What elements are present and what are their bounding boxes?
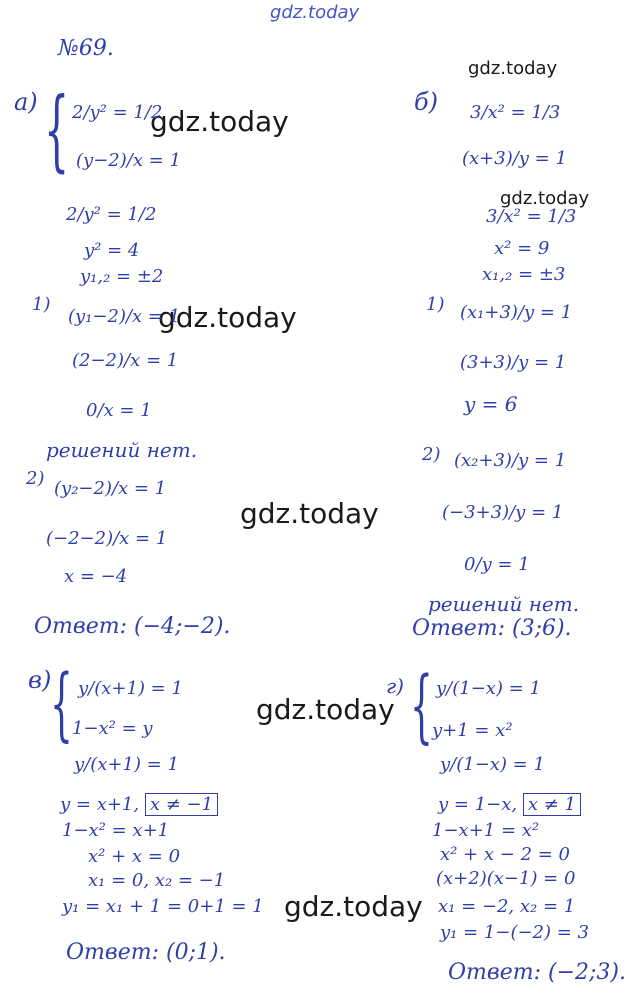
part-g-eq2: y+1 = x² — [432, 720, 513, 741]
part-a-step: y₁,₂ = ±2 — [80, 266, 164, 287]
problem-number: №69. — [58, 36, 114, 61]
part-g-eq1: y/(1−x) = 1 — [436, 678, 541, 699]
domain-restriction-box: x ≠ 1 — [523, 793, 581, 816]
part-b-step: x² = 9 — [494, 238, 550, 259]
part-g-step: 1−x+1 = x² — [432, 820, 540, 841]
case-label: 2) — [26, 468, 45, 489]
part-a-label: a) — [14, 88, 38, 116]
system-brace: { — [410, 659, 433, 752]
part-b-step: 3/x² = 1/3 — [486, 206, 577, 227]
part-g-answer: Ответ: (−2;3). — [448, 960, 626, 985]
part-v-step: y/(x+1) = 1 — [74, 754, 179, 775]
part-v-step: y₁ = x₁ + 1 = 0+1 = 1 — [62, 896, 264, 917]
part-a-case1: 0/x = 1 — [86, 400, 152, 421]
part-v-eq1: y/(x+1) = 1 — [78, 678, 183, 699]
part-a-eq2: (y−2)/x = 1 — [76, 150, 181, 171]
domain-restriction-box: x ≠ −1 — [145, 793, 218, 816]
watermark: gdz.today — [158, 301, 297, 334]
case-label: 1) — [426, 294, 445, 315]
part-a-case2: (−2−2)/x = 1 — [46, 528, 168, 549]
part-a-step: y² = 4 — [84, 240, 140, 261]
watermark-top: gdz.today — [270, 2, 360, 23]
part-a-case2: (y₂−2)/x = 1 — [54, 478, 167, 499]
part-a-case2: x = −4 — [64, 566, 128, 587]
watermark: gdz.today — [284, 890, 423, 923]
part-b-eq1: 3/x² = 1/3 — [470, 102, 561, 123]
part-v-step: 1−x² = x+1 — [62, 820, 170, 841]
watermark: gdz.today — [500, 188, 590, 209]
part-g-step: y₁ = 1−(−2) = 3 — [440, 922, 590, 943]
system-brace: { — [50, 657, 73, 750]
part-g-step-text: y = 1−x, — [438, 794, 518, 815]
part-b-case2: 0/y = 1 — [464, 554, 530, 575]
part-g-step: x² + x − 2 = 0 — [440, 844, 570, 865]
part-v-label: в) — [28, 666, 52, 694]
part-g-step: (x+2)(x−1) = 0 — [436, 868, 576, 889]
watermark: gdz.today — [468, 58, 558, 79]
part-a-case1: (2−2)/x = 1 — [72, 350, 179, 371]
no-solution-note: решений нет. — [428, 592, 580, 616]
part-b-label: б) — [414, 88, 439, 116]
part-b-step: x₁,₂ = ±3 — [482, 264, 566, 285]
part-b-case1: (3+3)/y = 1 — [460, 352, 567, 373]
part-g-step: y/(1−x) = 1 — [440, 754, 545, 775]
part-g-step — [438, 796, 581, 814]
part-b-case2: (x₂+3)/y = 1 — [454, 450, 567, 471]
watermark: gdz.today — [240, 497, 379, 530]
part-g-label: г) — [386, 674, 404, 698]
watermark: gdz.today — [150, 105, 289, 138]
part-v-step — [60, 796, 218, 814]
part-v-eq2: 1−x² = y — [72, 718, 153, 739]
part-a-eq1: 2/y² = 1/2 — [72, 102, 163, 123]
case-label: 2) — [422, 444, 441, 465]
part-a-case1: (y₁−2)/x = 1 — [68, 306, 181, 327]
case-label: 1) — [32, 294, 51, 315]
watermark: gdz.today — [256, 693, 395, 726]
system-brace: { — [44, 78, 70, 181]
part-a-step: 2/y² = 1/2 — [66, 204, 157, 225]
part-b-case1: y = 6 — [464, 392, 518, 416]
part-b-answer: Ответ: (3;6). — [412, 616, 572, 641]
part-b-case1: (x₁+3)/y = 1 — [460, 302, 573, 323]
part-a-answer: Ответ: (−4;−2). — [34, 614, 231, 639]
part-v-step: x² + x = 0 — [88, 846, 181, 867]
part-g-step: x₁ = −2, x₂ = 1 — [438, 896, 576, 917]
part-v-step: x₁ = 0, x₂ = −1 — [88, 870, 226, 891]
part-b-eq2: (x+3)/y = 1 — [462, 148, 567, 169]
part-b-case2: (−3+3)/y = 1 — [442, 502, 564, 523]
no-solution-note: решений нет. — [46, 438, 198, 462]
part-v-answer: Ответ: (0;1). — [66, 940, 226, 965]
part-v-step-text: y = x+1, — [60, 794, 140, 815]
